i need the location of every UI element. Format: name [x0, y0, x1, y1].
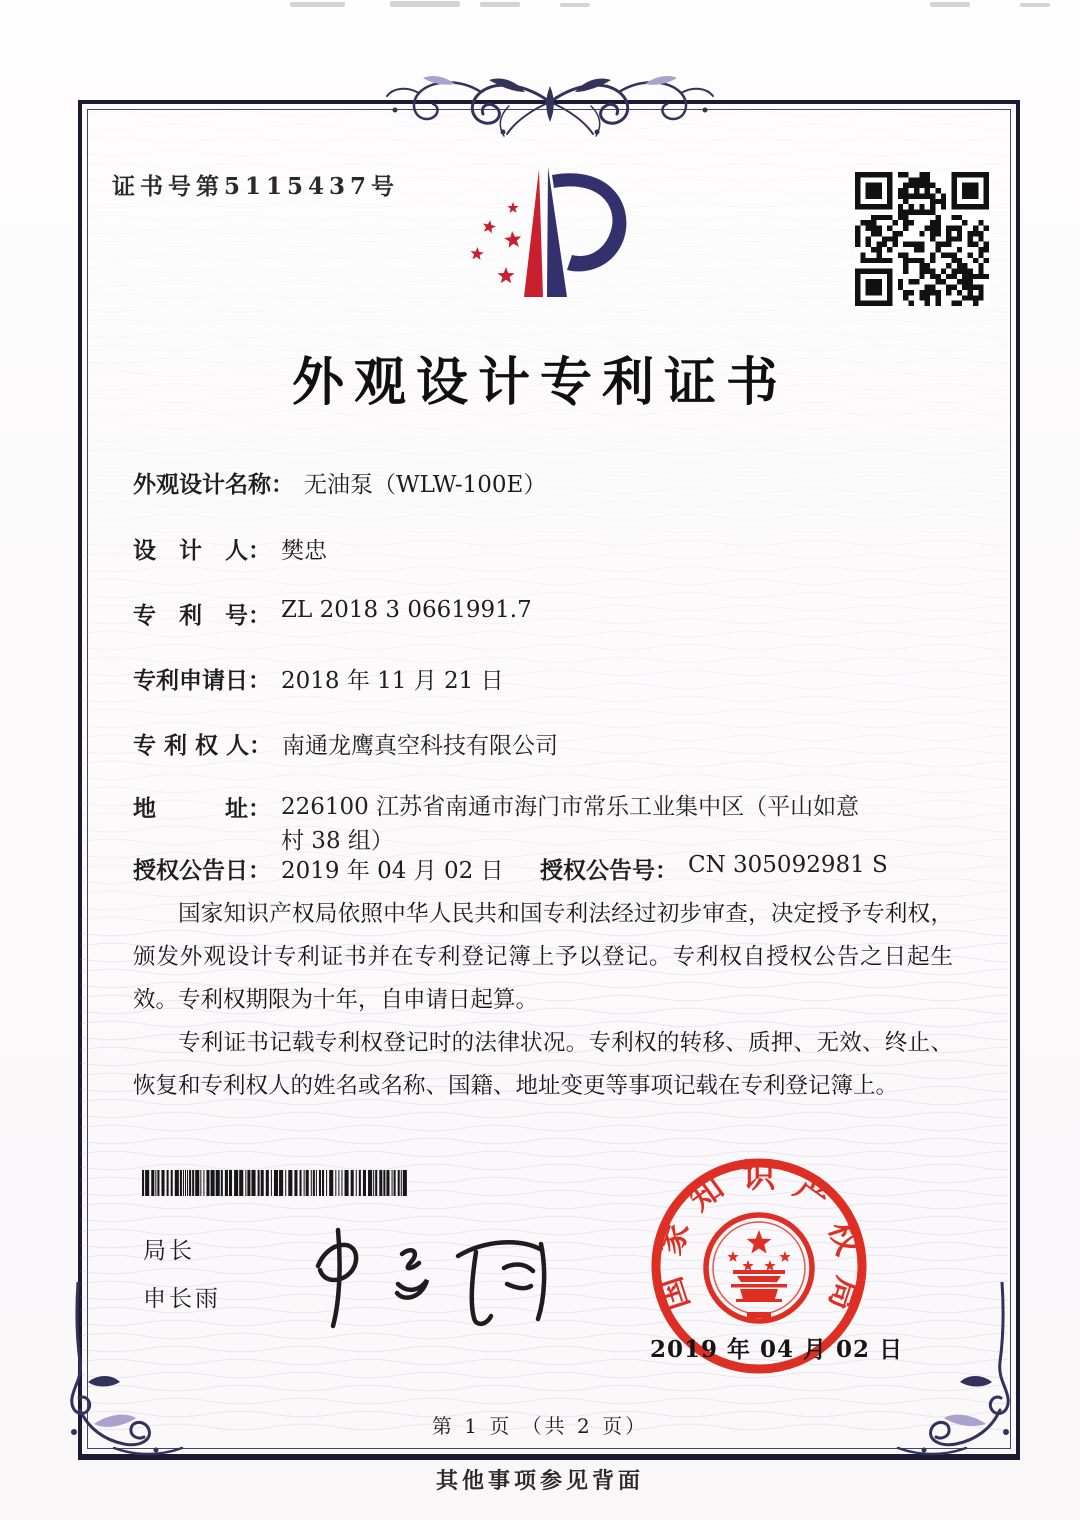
- field-grant-number: [540, 852, 888, 885]
- page-number: 第 1 页 （共 2 页）: [431, 1414, 649, 1438]
- svg-text:识: 识: [742, 1156, 776, 1195]
- field-value: 南通龙鹰真空科技有限公司: [282, 733, 559, 759]
- director-title: 局长: [143, 1238, 195, 1264]
- cnipa-logo-icon: [455, 163, 640, 308]
- svg-text:家: 家: [649, 1216, 697, 1260]
- certificate-title: 外观设计专利证书: [291, 352, 788, 413]
- field-value: ZL 2018 3 0661991.7: [281, 597, 532, 623]
- field-design-name: [133, 466, 546, 499]
- qr-code-icon: [855, 172, 989, 306]
- field-value: CN 305092981 S: [688, 852, 888, 878]
- field-value: 2018 年 11 月 21 日: [281, 668, 504, 694]
- field-address: [133, 790, 859, 858]
- field-label: 外观设计名称：: [133, 471, 294, 498]
- field-designer: [133, 532, 327, 565]
- field-label: 专 利 号：: [133, 602, 271, 629]
- field-label: 地 址：: [133, 795, 271, 822]
- field-label: 授权公告号：: [540, 857, 678, 884]
- back-side-note: 其他事项参见背面: [435, 1468, 644, 1494]
- svg-text:局: 局: [821, 1272, 869, 1316]
- field-value: [281, 790, 859, 858]
- director-signature: [290, 1222, 560, 1337]
- certificate-number: 证书号第5115437号: [112, 173, 400, 200]
- svg-text:国: 国: [649, 1272, 697, 1316]
- field-patentee: [133, 727, 558, 760]
- field-label: 专利申请日：: [133, 667, 271, 694]
- field-patent-number: [133, 597, 532, 630]
- legal-paragraph-1: 国家知识产权局依照中华人民共和国专利法经过初步审查，决定授予专利权，颁发外观设计专利证书并在专利登记簿上予以登记。专利权自授权公告之日起生效。专利权期限为十年，自申请日起算。: [133, 901, 953, 1013]
- director-name: 申长雨: [143, 1286, 221, 1312]
- address-line-2: 村 38 组）: [281, 828, 394, 854]
- field-label: 设 计 人：: [133, 537, 271, 564]
- barcode-icon: [140, 1170, 412, 1196]
- address-line-1: 226100 江苏省南通市海门市常乐工业集中区（平山如意: [281, 794, 860, 820]
- svg-text:知: 知: [680, 1167, 731, 1219]
- field-grant-row: [133, 852, 953, 885]
- field-value: 2019 年 04 月 02 日: [281, 858, 504, 884]
- svg-text:权: 权: [821, 1216, 869, 1260]
- legal-text-block: [133, 893, 953, 1108]
- field-label: 专 利 权 人：: [133, 732, 273, 759]
- national-emblem-icon: [706, 1215, 812, 1321]
- field-filing-date: [133, 662, 504, 695]
- field-value: 樊忠: [281, 538, 327, 564]
- top-flourish-ornament: [385, 64, 715, 140]
- field-label: 授权公告日：: [133, 857, 271, 884]
- svg-text:产: 产: [787, 1167, 838, 1219]
- field-value: 无油泵（WLW-100E）: [304, 472, 547, 498]
- legal-paragraph-2: 专利证书记载专利权登记时的法律状况。专利权的转移、质押、无效、终止、恢复和专利权人的姓名或名称、国籍、地址变更等事项记载在专利登记簿上。: [133, 1030, 953, 1099]
- seal-date: 2019 年 04 月 02 日: [650, 1336, 904, 1363]
